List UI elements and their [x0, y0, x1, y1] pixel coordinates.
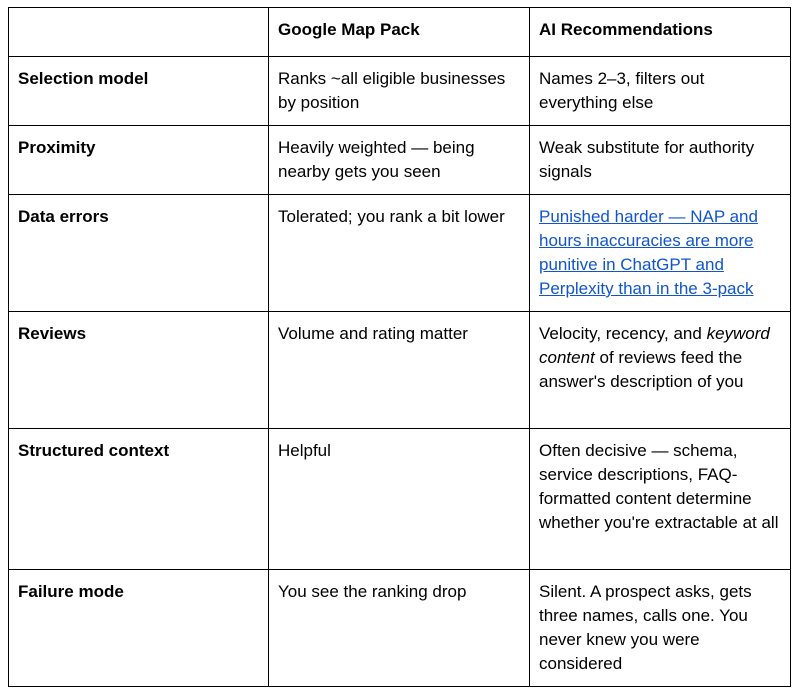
map-pack-cell: Tolerated; you rank a bit lower: [269, 195, 530, 312]
row-label: Proximity: [9, 126, 269, 195]
ai-cell: [530, 312, 791, 429]
map-pack-cell: Ranks ~all eligible businesses by position: [269, 57, 530, 126]
row-label: Reviews: [9, 312, 269, 429]
map-pack-cell: Heavily weighted — being nearby gets you seen: [269, 126, 530, 195]
ai-cell: Silent. A prospect asks, gets three names, calls one. You never knew you were considered: [530, 570, 791, 687]
comparison-table: [8, 7, 791, 687]
ai-text-post: of reviews feed the answer's description of you: [539, 348, 744, 391]
ai-text-emphasis: keyword content: [539, 324, 770, 367]
map-pack-cell: Volume and rating matter: [269, 312, 530, 429]
row-label: Structured context: [9, 429, 269, 570]
table-row: [9, 57, 791, 126]
ai-cell: Often decisive — schema, service descriptions, FAQ-formatted content determine whether you're extractable at all: [530, 429, 791, 570]
ai-text-pre: Velocity, recency, and: [539, 324, 707, 343]
table-row: [9, 195, 791, 312]
table-row: [9, 570, 791, 687]
ai-cell: [530, 195, 791, 312]
table-row: [9, 312, 791, 429]
ai-cell: Weak substitute for authority signals: [530, 126, 791, 195]
map-pack-cell: You see the ranking drop: [269, 570, 530, 687]
table-row: [9, 126, 791, 195]
table-row: [9, 429, 791, 570]
header-row: [9, 8, 791, 57]
row-label: Failure mode: [9, 570, 269, 687]
row-label: Data errors: [9, 195, 269, 312]
header-cell-map-pack: Google Map Pack: [269, 8, 530, 57]
row-label: Selection model: [9, 57, 269, 126]
header-cell-empty: [9, 8, 269, 57]
map-pack-cell: Helpful: [269, 429, 530, 570]
data-errors-link[interactable]: Punished harder — NAP and hours inaccuracies are more punitive in ChatGPT and Perplexity than in the 3-pack: [539, 207, 758, 298]
header-cell-ai: AI Recommendations: [530, 8, 791, 57]
ai-cell: Names 2–3, filters out everything else: [530, 57, 791, 126]
